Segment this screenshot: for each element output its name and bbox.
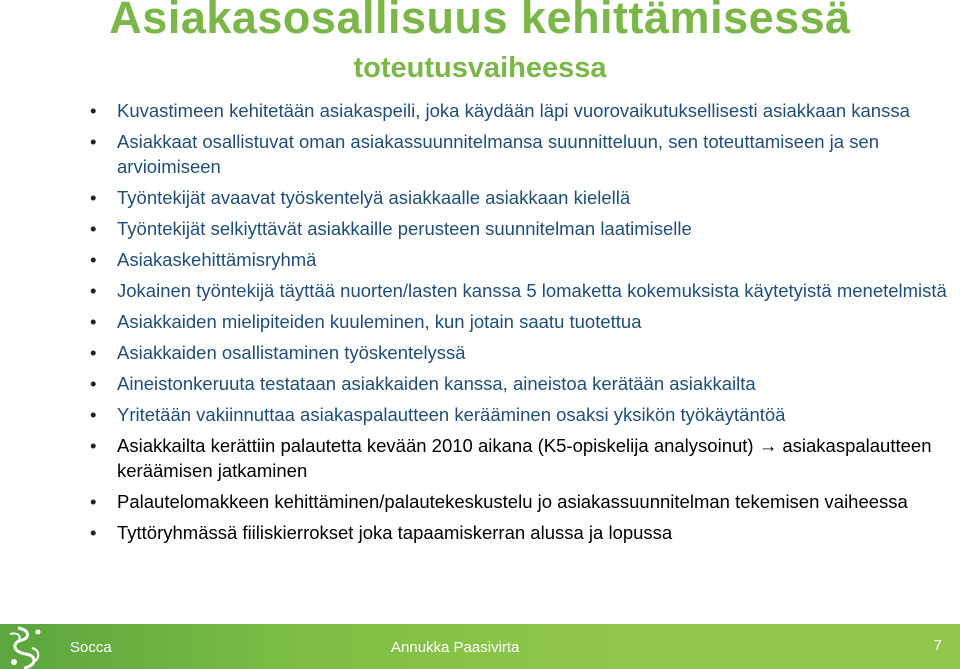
bullet-item: • Jokainen työntekijä täyttää nuorten/lasten kanssa 5 lomaketta kokemuksista käytetyistä menetelmistä [90, 278, 950, 303]
socca-logo-icon [4, 624, 46, 669]
bullet-item: • Asiakkaiden mielipiteiden kuuleminen, kun jotain saatu tuotettua [90, 309, 950, 334]
slide-title: Asiakasosallisuus kehittämisessä [109, 0, 851, 43]
bullet-item: • Asiakkaiden osallistaminen työskentelyssä [90, 340, 950, 365]
bullet-list [90, 98, 950, 551]
bullet-item: • Työntekijät selkiyttävät asiakkaille perusteen suunnitelman laatimiselle [90, 216, 950, 241]
bullet-item: • Kuvastimeen kehitetään asiakaspeili, joka käydään läpi vuorovaikutuksellisesti asiakkaan kanssa [90, 98, 950, 123]
bullet-item: • Yritetään vakiinnuttaa asiakaspalautteen kerääminen osaksi yksikön työkäytäntöä [90, 402, 950, 427]
bullet-item: • Asiakaskehittämisryhmä [90, 247, 950, 272]
bullet-item: • Aineistonkeruuta testataan asiakkaiden kanssa, aineistoa kerätään asiakkailta [90, 371, 950, 396]
bullet-item: • Asiakkaat osallistuvat oman asiakassuunnitelmansa suunnitteluun, sen toteuttamiseen ja sen arvioimiseen [90, 129, 950, 179]
footer-organization: Socca [70, 639, 112, 656]
footer-bar [0, 624, 960, 669]
bullet-item: • Tyttöryhmässä fiiliskierrokset joka tapaamiskerran alussa ja lopussa [90, 520, 950, 545]
footer-author: Annukka Paasivirta [391, 639, 520, 656]
bullet-item: • Työntekijät avaavat työskentelyä asiakkaalle asiakkaan kielellä [90, 185, 950, 210]
slide-subtitle: toteutusvaiheessa [353, 52, 607, 84]
page-number: 7 [933, 637, 942, 654]
bullet-item: • Palautelomakkeen kehittäminen/palautekeskustelu jo asiakassuunnitelman tekemisen vaiheessa [90, 489, 950, 514]
bullet-item: • Asiakkailta kerättiin palautetta kevään 2010 aikana (K5-opiskelija analysoinut) → asiakaspalautteen keräämisen jatkaminen [90, 433, 950, 483]
